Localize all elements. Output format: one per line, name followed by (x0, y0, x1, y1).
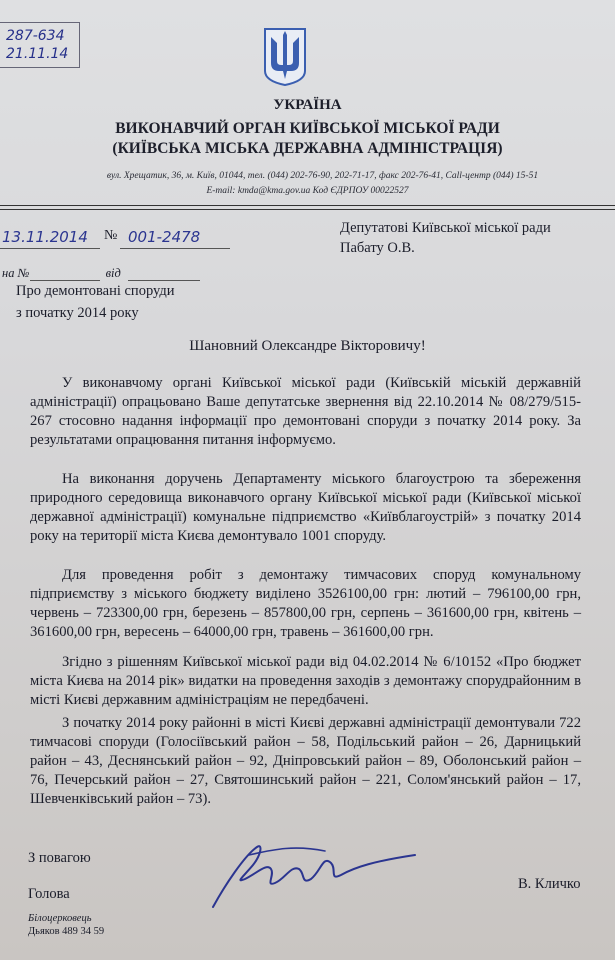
header-divider (0, 205, 615, 210)
organization-name: ВИКОНАВЧИЙ ОРГАН КИЇВСЬКОЇ МІСЬКОЇ РАДИ (115, 120, 500, 137)
closing-regards: З повагою (28, 850, 91, 866)
contact-address: вул. Хрещатик, 36, м. Київ, 01044, тел. (044) 202-76-90, 202-71-17, факс 202-76-41, Call-центр (044) 15-51 (106, 171, 539, 181)
subject-line: Про демонтовані споруди (16, 283, 175, 299)
reply-date-label: від (105, 266, 121, 280)
signer-position: Голова (28, 886, 70, 902)
outgoing-number: 001-2478 (128, 228, 201, 246)
stamp-number: 287-634 (6, 28, 65, 44)
reply-date-line (128, 280, 200, 281)
date-underline (0, 248, 100, 249)
body-paragraph: Для проведення робіт з демонтажу тимчасових споруд комунальному підприємству з міського бюджету виділено 3526100,00 грн: лютий – 796100,00 грн, червень – 723300,00 грн, березень – 857800,00 грн, серпень – 361600,00 грн, квітень – 361600,00 грн, вересень – 64000,00 грн, травень – 361600,00 грн. (30, 567, 581, 640)
reply-number-line (30, 280, 100, 281)
body-paragraph: На виконання доручень Департаменту міського благоустрою та збереження природного середовища виконавчого органу Київської міської ради (Київської міської державної адміністрації) комунальне підприємство «Київблагоустрій» з початку 2014 року на території міста Києва демонтувало 1001 споруду. (30, 471, 581, 544)
addressee-position: Депутатові Київської міської ради (340, 220, 551, 236)
body-paragraph: Згідно з рішенням Київської міської ради від 04.02.2014 № 6/10152 «Про бюджет міста Києва на 2014 рік» видатки на проведення заходів з демонтажу спорудрайонним в місті Києві державним адміністраціям не передбачені. (30, 654, 581, 708)
reply-number-label: на № (2, 266, 30, 280)
executor-contact: Дьяков 489 34 59 (28, 926, 105, 937)
body-paragraph: З початку 2014 року районні в місті Києві державні адміністрації демонтували 722 тимчасові споруди (Голосіївський район – 58, Подільський район – 26, Дарницький район – 43, Деснянський район – 92, Дніпровський район – 89, Оболонський район – 76, Печерський район – 27, Святошинський район – 221, Солом'янський район – 17, Шевченківський район – 73). (30, 715, 581, 807)
executor-name: Білоцерковець (28, 913, 92, 924)
organization-subname: (КИЇВСЬКА МІСЬКА ДЕРЖАВНА АДМІНІСТРАЦІЯ) (112, 140, 503, 157)
trident-emblem-icon (263, 27, 307, 87)
addressee-name: Пабату О.В. (340, 240, 415, 256)
country-name: УКРАЇНА (273, 97, 342, 113)
salutation: Шановний Олександре Вікторовичу! (189, 338, 426, 354)
signer-name: В. Кличко (518, 876, 581, 892)
contact-email-code: E-mail: kmda@kma.gov.ua Код ЄДРПОУ 00022527 (206, 186, 409, 196)
body-paragraph: У виконавчому органі Київської міської ради (Київській міській державній адміністрації) опрацьовано Ваше депутатське звернення від 22.10.2014 № 08/279/515-267 стосовно надання інформації про демонтовані споруди з початку 2014 року. За результатами опрацювання питання інформуємо. (30, 375, 581, 448)
stamp-date: 21.11.14 (6, 46, 69, 62)
subject-line: з початку 2014 року (16, 305, 139, 321)
outgoing-date: 13.11.2014 (2, 228, 88, 246)
outgoing-number-label: № (104, 228, 118, 243)
reply-reference (2, 266, 121, 281)
handwritten-signature (205, 825, 425, 915)
number-underline (120, 248, 230, 249)
registration-stamp (0, 22, 80, 68)
